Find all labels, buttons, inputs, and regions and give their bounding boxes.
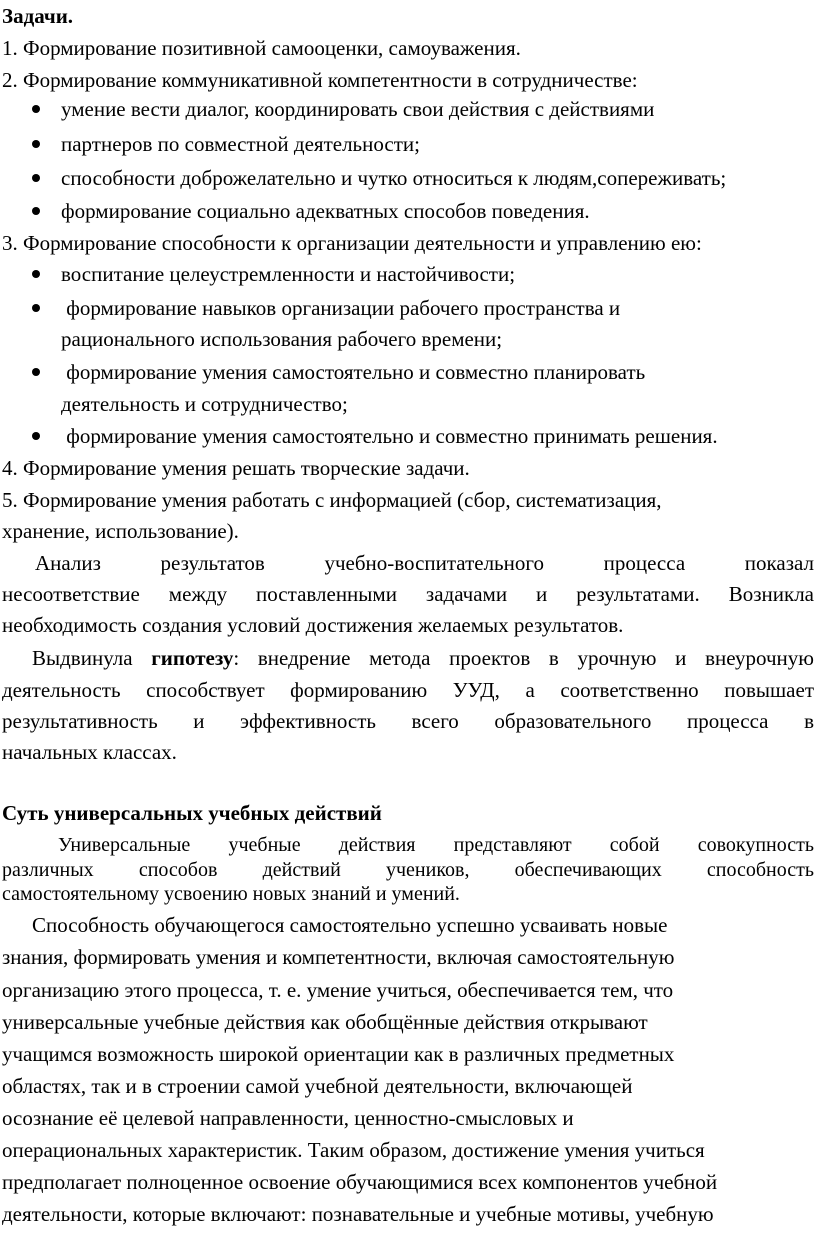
task-3-bullet: воспитание целеустремленности и настойчивости; — [61, 262, 516, 286]
essence-paragraph-line: самостоятельному усвоению новых знаний и умений. — [2, 883, 460, 905]
essence-heading: Суть универсальных учебных действий — [2, 801, 382, 825]
essence-paragraph-line: универсальные учебные действия как обобщённые действия открывают — [2, 1010, 648, 1034]
essence-paragraph-line: различных способов действий учеников, обеспечивающих способность — [2, 859, 814, 881]
task-3-bullet-continuation: рационального использования рабочего времени; — [61, 327, 503, 351]
task-item-5-continuation: хранение, использование). — [2, 519, 239, 543]
essence-paragraph-line: учащимся возможность широкой ориентации как в различных предметных — [2, 1042, 675, 1066]
essence-paragraph-line: знания, формировать умения и компетентности, включая самостоятельную — [2, 945, 675, 969]
essence-paragraph-line: деятельности, которые включают: познавательные и учебные мотивы, учебную — [2, 1202, 714, 1226]
hypothesis-text: : внедрение метода проектов в урочную и внеурочную — [233, 646, 814, 670]
analysis-line: несоответствие между поставленными задачами и результатами. Возникла — [2, 582, 814, 606]
bullet-icon — [32, 432, 40, 440]
essence-paragraph-line: операциональных характеристик. Таким образом, достижение умения учиться — [2, 1138, 705, 1162]
task-2-bullet: формирование социально адекватных способов поведения. — [61, 199, 590, 223]
hypothesis-line: результативность и эффективность всего образовательного процесса в — [2, 709, 814, 733]
task-2-bullet: умение вести диалог, координировать свои действия с действиями — [61, 97, 655, 121]
bullet-icon — [32, 207, 40, 215]
hypothesis-keyword: гипотезу — [151, 646, 234, 670]
essence-paragraph-line: предполагает полноценное освоение обучающимися всех компонентов учебной — [2, 1170, 718, 1194]
task-item-3: 3. Формирование способности к организации деятельности и управлению ею: — [2, 231, 702, 255]
hypothesis-line: начальных классах. — [2, 740, 177, 764]
bullet-icon — [32, 270, 40, 278]
hypothesis-line: деятельность способствует формированию УУД, а соответственно повышает — [2, 678, 814, 702]
bullet-icon — [32, 105, 40, 113]
task-item-2: 2. Формирование коммуникативной компетентности в сотрудничестве: — [2, 68, 638, 92]
task-3-bullet-continuation: деятельность и сотрудничество; — [61, 392, 348, 416]
task-item-5: 5. Формирование умения работать с информацией (сбор, систематизация, — [2, 488, 662, 512]
bullet-icon — [32, 140, 40, 148]
hypothesis-line — [32, 645, 814, 671]
task-item-4: 4. Формирование умения решать творческие задачи. — [2, 456, 470, 480]
tasks-heading: Задачи. — [2, 4, 74, 28]
essence-paragraph-line: организацию этого процесса, т. е. умение учиться, обеспечивается тем, что — [2, 978, 674, 1002]
task-2-bullet: способности доброжелательно и чутко относиться к людям,сопереживать; — [61, 166, 727, 190]
essence-paragraph-line: областях, так и в строении самой учебной деятельности, включающей — [2, 1074, 633, 1098]
task-item-1: 1. Формирование позитивной самооценки, самоуважения. — [2, 36, 521, 60]
task-3-bullet: формирование навыков организации рабочего пространства и — [61, 296, 621, 320]
bullet-icon — [32, 368, 40, 376]
essence-paragraph-line: осознание её целевой направленности, ценностно-смысловых и — [2, 1106, 574, 1130]
bullet-icon — [32, 304, 40, 312]
essence-paragraph-line: Способность обучающегося самостоятельно успешно усваивать новые — [32, 913, 668, 937]
task-3-bullet: формирование умения самостоятельно и совместно планировать — [61, 360, 646, 384]
task-2-bullet: партнеров по совместной деятельности; — [61, 132, 420, 156]
analysis-line: необходимость создания условий достижения желаемых результатов. — [2, 613, 624, 637]
essence-paragraph-line: Универсальные учебные действия представляют собой совокупность — [58, 834, 814, 856]
bullet-icon — [32, 174, 40, 182]
task-3-bullet: формирование умения самостоятельно и совместно принимать решения. — [61, 424, 718, 448]
hypothesis-intro: Выдвинула — [32, 646, 152, 670]
analysis-line: Анализ результатов учебно-воспитательного процесса показал — [35, 551, 814, 575]
